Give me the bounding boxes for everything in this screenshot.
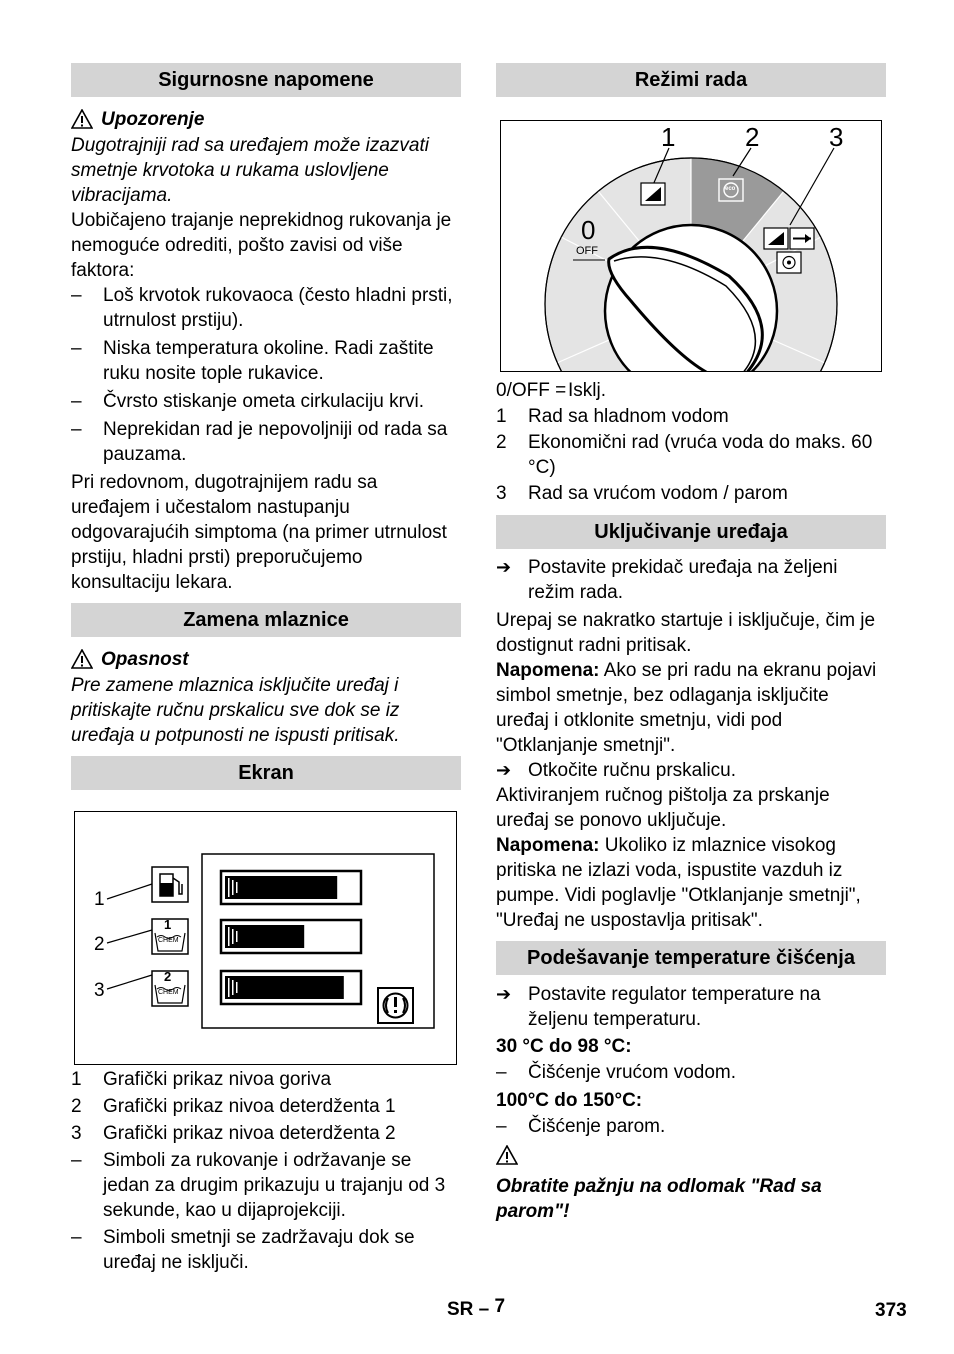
screen-figure bbox=[74, 811, 457, 1065]
list-item: – Čvrsto stiskanje ometa cirkulaciju krvi. bbox=[71, 391, 424, 412]
level-bar-tick bbox=[232, 980, 234, 995]
paragraph: Urepaj se nakratko startuje i isključuje, čim je dostignut radni pritisak. bbox=[496, 610, 876, 656]
section-heading-switch-on: Uključivanje uređaja bbox=[496, 515, 886, 549]
list-item: 1 Grafički prikaz nivoa goriva bbox=[71, 1069, 332, 1090]
dial-number-1: 1 bbox=[661, 122, 676, 152]
list-item: 3 Grafički prikaz nivoa deterdženta 2 bbox=[71, 1123, 396, 1144]
list-item: 3 Rad sa vrućom vodom / parom bbox=[496, 483, 788, 504]
note-paragraph: Napomena: Ukoliko iz mlaznice visokog pritiska ne izlazi voda, ispustite vazduh iz pumpe. Vidi poglavlje "Otklanjanje smetnji", "Uređaj ne uspostavlja pritisak". bbox=[496, 835, 861, 931]
arrow-right-icon: ➔ bbox=[496, 557, 512, 577]
figure-label-2: 2 bbox=[94, 934, 105, 955]
level-bar-tick bbox=[232, 929, 234, 944]
eco-label: eco bbox=[725, 186, 736, 192]
warning-row bbox=[71, 105, 461, 133]
danger-text: Pre zamene mlaznica isključite uređaj i pritiskajte ručnu prskalicu sve dok se iz uređaja u potpunosti ne ispusti pritisak. bbox=[71, 675, 400, 746]
level-bar-fill bbox=[225, 876, 337, 899]
level-bar-tick bbox=[232, 880, 234, 895]
page-number: 373 bbox=[875, 1300, 907, 1321]
paragraph: Aktiviranjem ručnog pištolja za prskanje uređaj se ponovo uključuje. bbox=[496, 785, 830, 831]
steam-warning-text: Obratite pažnju na odlomak "Rad sa parom"! bbox=[496, 1176, 822, 1222]
danger-row bbox=[71, 645, 461, 673]
screen-diagram bbox=[75, 812, 456, 1064]
steam-lance-icon bbox=[790, 228, 814, 249]
footer-language: SR – 7 bbox=[447, 1296, 506, 1320]
dial-number-2: 2 bbox=[745, 122, 760, 152]
arrow-right-icon: ➔ bbox=[496, 984, 512, 1004]
temperature-range-2: 100°C do 150°C: bbox=[496, 1090, 643, 1111]
step-item: ➔ Postavite regulator temperature na željenu temperaturu. bbox=[496, 984, 821, 1030]
level-bar-tick bbox=[236, 931, 238, 942]
danger-label: Opasnost bbox=[101, 648, 189, 670]
warning-triangle-icon bbox=[496, 1145, 518, 1165]
temperature-range-1: 30 °C do 98 °C: bbox=[496, 1036, 632, 1057]
list-item: 2 Ekonomični rad (vruća voda do maks. 60 °C) bbox=[496, 432, 873, 478]
list-item: – Loš krvotok rukovaoca (često hladni prsti, utrnulost prstiju). bbox=[71, 285, 453, 331]
section-heading-nozzle: Zamena mlaznice bbox=[71, 603, 461, 637]
chem-1-number: 1 bbox=[164, 917, 172, 932]
mode-dial-figure bbox=[500, 120, 882, 372]
level-bar-tick bbox=[236, 882, 238, 893]
warning-triangle-icon bbox=[71, 109, 93, 129]
dial-off-label: OFF bbox=[576, 245, 598, 257]
chem-1-text: CHEM bbox=[158, 937, 179, 944]
step-item: ➔ Postavite prekidač uređaja na željeni režim rada. bbox=[496, 557, 838, 603]
list-item: – Niska temperatura okoline. Radi zaštite ruku nosite tople rukavice. bbox=[71, 338, 434, 384]
list-item: 0/OFF = Isklj. bbox=[496, 380, 606, 401]
section-heading-modes: Režimi rada bbox=[496, 63, 886, 97]
safety-outro: Pri redovnom, dugotrajnijem radu sa uređajem i učestalom nastupanju odgovarajućih simptoma (na primer utrnulost prstiju, hladni prsti) preporučujemo konsultaciju lekara. bbox=[71, 472, 447, 593]
section-heading-screen: Ekran bbox=[71, 756, 461, 790]
list-item: – Čišćenje vrućom vodom. bbox=[496, 1062, 737, 1083]
dial-number-3: 3 bbox=[829, 122, 844, 152]
chem-2-number: 2 bbox=[164, 969, 172, 984]
warning-label: Upozorenje bbox=[101, 108, 205, 130]
note-paragraph: Napomena: Ako se pri radu na ekranu pojavi simbol smetnje, bez odlaganja isključite uređaj i otklonite smetnju, vidi pod "Otklanjanje smetnji". bbox=[496, 660, 877, 756]
dial-number-0: 0 bbox=[581, 215, 596, 245]
mode-dial bbox=[501, 121, 881, 371]
steam-icon bbox=[777, 252, 801, 273]
list-item: – Čišćenje parom. bbox=[496, 1116, 666, 1137]
level-bar-fill bbox=[225, 976, 344, 999]
fault-symbol-icon bbox=[378, 988, 413, 1023]
level-bar-tick bbox=[228, 878, 230, 897]
level-bars bbox=[221, 871, 361, 1004]
figure-label-3: 3 bbox=[94, 980, 105, 1001]
section-heading-temperature: Podešavanje temperature čišćenja bbox=[496, 941, 886, 975]
step-item: ➔ Otkočite ručnu prskalicu. bbox=[496, 760, 737, 781]
hot-water-icon bbox=[764, 228, 788, 249]
level-bar-tick bbox=[236, 982, 238, 993]
safety-intro: Uobičajeno trajanje neprekidnog rukovanja je nemoguće odrediti, pošto zavisi od više faktora: bbox=[71, 210, 452, 281]
list-item: 2 Grafički prikaz nivoa deterdženta 1 bbox=[71, 1096, 396, 1117]
right-column bbox=[496, 63, 886, 1224]
list-item: – Simboli smetnji se zadržavaju dok se uređaj ne isključi. bbox=[71, 1227, 415, 1273]
left-column bbox=[71, 63, 461, 1275]
chem-2-text: CHEM bbox=[158, 989, 179, 996]
level-bar-tick bbox=[228, 978, 230, 997]
list-item: – Simboli za rukovanje i održavanje se jedan za drugim prikazuju u trajanju od 3 sekunde, kao u dijaprojekciji. bbox=[71, 1150, 446, 1221]
level-bar-tick bbox=[228, 927, 230, 946]
list-item: 1 Rad sa hladnom vodom bbox=[496, 406, 729, 427]
cold-water-icon bbox=[641, 183, 665, 205]
arrow-right-icon: ➔ bbox=[496, 760, 512, 780]
section-heading-safety: Sigurnosne napomene bbox=[71, 63, 461, 97]
fuel-pump-icon bbox=[152, 867, 188, 902]
list-item: – Neprekidan rad je nepovoljniji od rada sa pauzama. bbox=[71, 419, 448, 465]
warning-triangle-icon bbox=[71, 649, 93, 669]
figure-label-1: 1 bbox=[94, 889, 105, 910]
warning-text: Dugotrajniji rad sa uređajem može izazvati smetnje krvotoka u rukama uslovljene vibracijama. bbox=[71, 135, 429, 206]
